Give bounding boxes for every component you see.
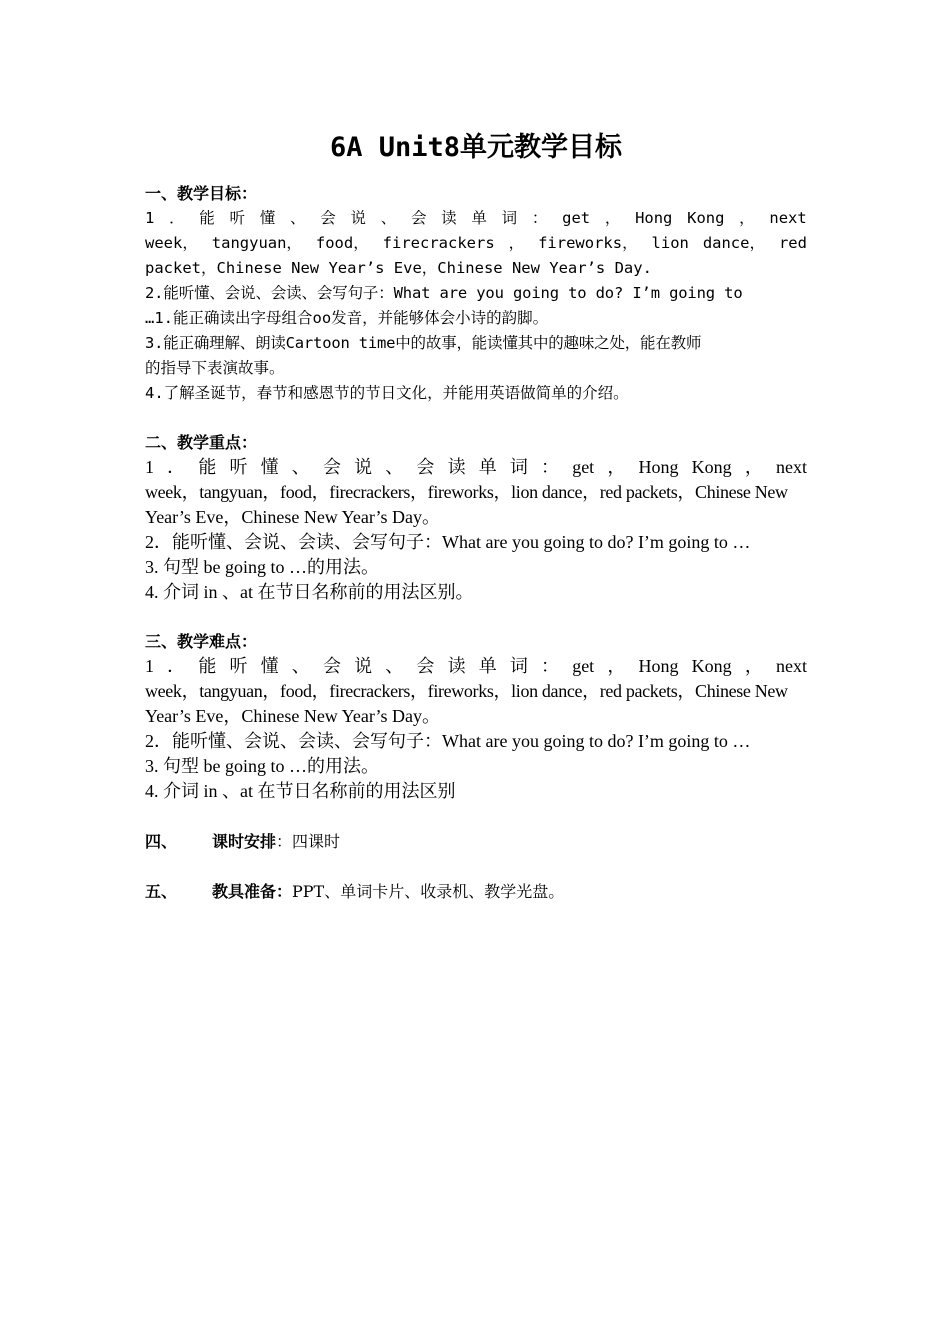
document-page xyxy=(145,128,807,904)
objectives-line-4: 2.能听懂、会说、会读、会写句子：What are you going to do? I’m going to xyxy=(145,284,743,302)
word-token: Kong xyxy=(691,656,732,676)
schedule-number: 四、 xyxy=(145,832,178,851)
difficulties-line-2: week，tangyuan，food，firecrackers，fireworks，lion dance，red packets，Chinese New xyxy=(145,681,788,701)
word-token: 单 xyxy=(478,457,497,477)
word-token: Hong xyxy=(638,656,679,676)
word-token: 会 xyxy=(320,209,336,227)
word-token: ： xyxy=(541,457,560,477)
word-token: ， xyxy=(607,656,626,676)
word-token: 能 xyxy=(198,656,217,676)
difficulties-line-4: 2．能听懂、会说、会读、会写句子：What are you going to do? I’m going to … xyxy=(145,731,751,751)
word-token: Kong xyxy=(691,457,732,477)
word-token: 读 xyxy=(447,656,466,676)
word-token: 会 xyxy=(410,209,427,227)
word-token: 词 xyxy=(501,209,518,227)
word-token: ： xyxy=(541,656,560,676)
key-points-line-1 xyxy=(145,455,807,480)
key-points-line-6: 4. 介词 in 、at 在节日名称前的用法区别。 xyxy=(145,582,474,602)
word-token: ． xyxy=(167,457,186,477)
word-token: 会 xyxy=(322,457,341,477)
word-token: food， xyxy=(315,234,369,252)
objectives-line-6: 3.能正确理解、朗读Cartoon time中的故事，能读懂其中的趣味之处，能在教师 xyxy=(145,334,702,352)
word-token: 懂 xyxy=(259,209,276,227)
word-token: tangyuan， xyxy=(211,234,302,252)
word-token: red xyxy=(778,234,807,252)
section-heading-objectives: 一、教学目标： xyxy=(145,184,258,203)
word-token: ， xyxy=(744,656,763,676)
word-token: 懂 xyxy=(260,656,279,676)
word-token: 会 xyxy=(322,656,341,676)
section-difficulties xyxy=(145,630,807,804)
page-title: 6A Unit8单元教学目标 xyxy=(329,132,623,163)
objectives-line-8: 4.了解圣诞节，春节和感恩节的节日文化，并能用英语做简单的介绍。 xyxy=(145,384,629,402)
word-token: 说 xyxy=(350,209,366,227)
schedule-value: ：四课时 xyxy=(276,832,341,851)
section-heading-key-points: 二、教学重点： xyxy=(145,433,258,452)
word-token: ， xyxy=(508,234,525,252)
word-token: ． xyxy=(169,209,185,227)
objectives-line-3: packet，Chinese New Year’s Eve，Chinese New Year’s Day. xyxy=(145,259,652,277)
word-token: 说 xyxy=(354,457,373,477)
key-points-line-3: Year’s Eve，Chinese New Year’s Day。 xyxy=(145,507,440,527)
materials-number: 五、 xyxy=(145,882,178,901)
section-schedule xyxy=(145,829,807,854)
section-key-points xyxy=(145,431,807,605)
word-token: 听 xyxy=(229,457,248,477)
objectives-line-1 xyxy=(145,206,807,231)
word-token: Hong xyxy=(638,457,679,477)
difficulties-line-3: Year’s Eve，Chinese New Year’s Day。 xyxy=(145,706,440,726)
word-token: get xyxy=(562,209,591,227)
word-token: fireworks， xyxy=(538,234,638,252)
word-token: ， xyxy=(744,457,763,477)
word-token: 能 xyxy=(198,457,217,477)
word-token: 读 xyxy=(447,457,466,477)
section-materials xyxy=(145,879,807,904)
word-token: 词 xyxy=(509,457,528,477)
difficulties-line-6: 4. 介词 in 、at 在节日名称前的用法区别 xyxy=(145,781,456,801)
word-token: firecrackers xyxy=(382,234,495,252)
section-objectives xyxy=(145,182,807,406)
word-token: 单 xyxy=(471,209,487,227)
word-token: Hong xyxy=(635,209,673,227)
word-token: 1 xyxy=(145,209,155,227)
word-token: 、 xyxy=(291,457,310,477)
word-token: 、 xyxy=(385,656,404,676)
word-token: 1 xyxy=(145,457,154,477)
word-token: 能 xyxy=(199,209,215,227)
word-token: 、 xyxy=(380,209,397,227)
word-token: 、 xyxy=(290,209,306,227)
schedule-label: 课时安排 xyxy=(212,832,277,851)
materials-label: 教具准备： xyxy=(212,882,293,901)
word-token: 词 xyxy=(509,656,528,676)
word-token: get xyxy=(572,656,595,676)
word-token: lion xyxy=(651,234,689,252)
materials-value: PPT、单词卡片、收录机、教学光盘。 xyxy=(292,882,565,901)
word-token: ， xyxy=(739,209,755,227)
difficulties-line-5: 3. 句型 be going to …的用法。 xyxy=(145,756,379,776)
word-token: 说 xyxy=(354,656,373,676)
section-heading-difficulties: 三、教学难点： xyxy=(145,632,258,651)
word-token: dance， xyxy=(702,234,765,252)
difficulties-line-1 xyxy=(145,654,807,679)
objectives-line-5: …1.能正确读出字母组合oo发音，并能够体会小诗的韵脚。 xyxy=(145,309,549,327)
word-token: 读 xyxy=(441,209,457,227)
word-token: 、 xyxy=(385,457,404,477)
word-token: 会 xyxy=(416,457,435,477)
word-token: 1 xyxy=(145,656,154,676)
word-token: get xyxy=(572,457,595,477)
objectives-line-7: 的指导下表演故事。 xyxy=(145,359,285,377)
word-token: week， xyxy=(145,234,198,252)
word-token: ： xyxy=(531,209,548,227)
word-token: 听 xyxy=(229,656,248,676)
key-points-line-5: 3. 句型 be going to …的用法。 xyxy=(145,557,379,577)
word-token: next xyxy=(775,656,807,676)
objectives-line-2 xyxy=(145,231,807,256)
word-token: 懂 xyxy=(260,457,279,477)
word-token: next xyxy=(775,457,807,477)
word-token: ． xyxy=(167,656,186,676)
word-token: 单 xyxy=(478,656,497,676)
word-token: 、 xyxy=(291,656,310,676)
key-points-line-2: week，tangyuan，food，firecrackers，fireworks，lion dance，red packets，Chinese New xyxy=(145,482,788,502)
word-token: ， xyxy=(607,457,626,477)
word-token: 会 xyxy=(416,656,435,676)
word-token: Kong xyxy=(687,209,725,227)
word-token: next xyxy=(769,209,807,227)
word-token: 听 xyxy=(229,209,246,227)
word-token: ， xyxy=(604,209,621,227)
key-points-line-4: 2．能听懂、会说、会读、会写句子：What are you going to do? I’m going to … xyxy=(145,532,751,552)
